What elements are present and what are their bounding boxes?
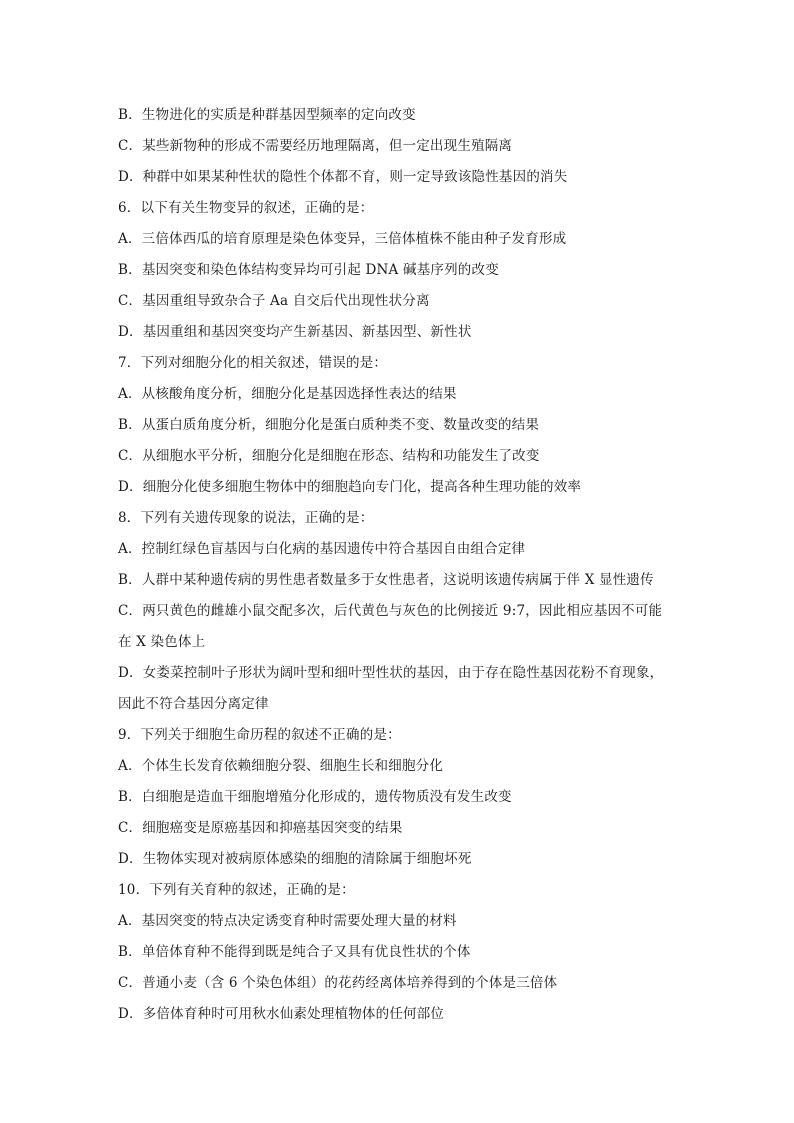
- option-line: A．从核酸角度分析，细胞分化是基因选择性表达的结果: [118, 386, 457, 402]
- option-line: C．某些新物种的形成不需要经历地理隔离，但一定出现生殖隔离: [118, 138, 513, 154]
- option-line: D．细胞分化使多细胞生物体中的细胞趋向专门化，提高各种生理功能的效率: [118, 479, 582, 495]
- option-line: A．基因突变的特点决定诱变育种时需要处理大量的材料: [118, 913, 457, 929]
- option-line: C．从细胞水平分析，细胞分化是细胞在形态、结构和功能发生了改变: [118, 448, 540, 464]
- question-stem: 6．以下有关生物变异的叙述，正确的是：: [118, 200, 374, 216]
- option-line-continuation: 在 X 染色体上: [118, 634, 206, 650]
- option-line: B．白细胞是造血干细胞增殖分化形成的，遗传物质没有发生改变: [118, 789, 512, 805]
- option-line: C．普通小麦（含 6 个染色体组）的花药经离体培养得到的个体是三倍体: [118, 975, 558, 991]
- option-line: D．种群中如果某种性状的隐性个体都不育，则一定导致该隐性基因的消失: [118, 169, 568, 185]
- question-stem: 8．下列有关遗传现象的说法，正确的是：: [118, 510, 374, 526]
- option-line: D．女娄菜控制叶子形状为阔叶型和细叶型性状的基因，由于存在隐性基因花粉不育现象，: [118, 665, 664, 681]
- option-line: D．生物体实现对被病原体感染的细胞的清除属于细胞坏死: [118, 851, 472, 867]
- option-line: D．基因重组和基因突变均产生新基因、新基因型、新性状: [118, 324, 472, 340]
- question-stem: 9．下列关于细胞生命历程的叙述不正确的是：: [118, 727, 401, 743]
- option-line: B．基因突变和染色体结构变异均可引起 DNA 碱基序列的改变: [118, 262, 499, 278]
- option-line: B．单倍体育种不能得到既是纯合子又具有优良性状的个体: [118, 944, 471, 960]
- option-line: B．从蛋白质角度分析，细胞分化是蛋白质种类不变、数量改变的结果: [118, 417, 540, 433]
- option-line: C．基因重组导致杂合子 Aa 自交后代出现性状分离: [118, 293, 430, 309]
- option-line: A．三倍体西瓜的培育原理是染色体变异，三倍体植株不能由种子发育形成: [118, 231, 567, 247]
- option-line: D．多倍体育种时可用秋水仙素处理植物体的任何部位: [118, 1006, 445, 1022]
- option-line: B．人群中某种遗传病的男性患者数量多于女性患者，这说明该遗传病属于伴 X 显性遗传: [118, 572, 654, 588]
- document-body: [118, 100, 678, 1030]
- option-line: B．生物进化的实质是种群基因型频率的定向改变: [118, 107, 416, 123]
- option-line: C．细胞癌变是原癌基因和抑癌基因突变的结果: [118, 820, 403, 836]
- option-line-continuation: 因此不符合基因分离定律: [118, 696, 269, 712]
- option-line: A．个体生长发育依赖细胞分裂、细胞生长和细胞分化: [118, 758, 444, 774]
- question-stem: 7．下列对细胞分化的相关叙述，错误的是：: [118, 355, 388, 371]
- option-line: C．两只黄色的雌雄小鼠交配多次，后代黄色与灰色的比例接近 9:7，因此相应基因不可能: [118, 603, 663, 619]
- option-line: A．控制红绿色盲基因与白化病的基因遗传中符合基因自由组合定律: [118, 541, 526, 557]
- question-stem: 10．下列有关育种的叙述，正确的是：: [118, 882, 355, 898]
